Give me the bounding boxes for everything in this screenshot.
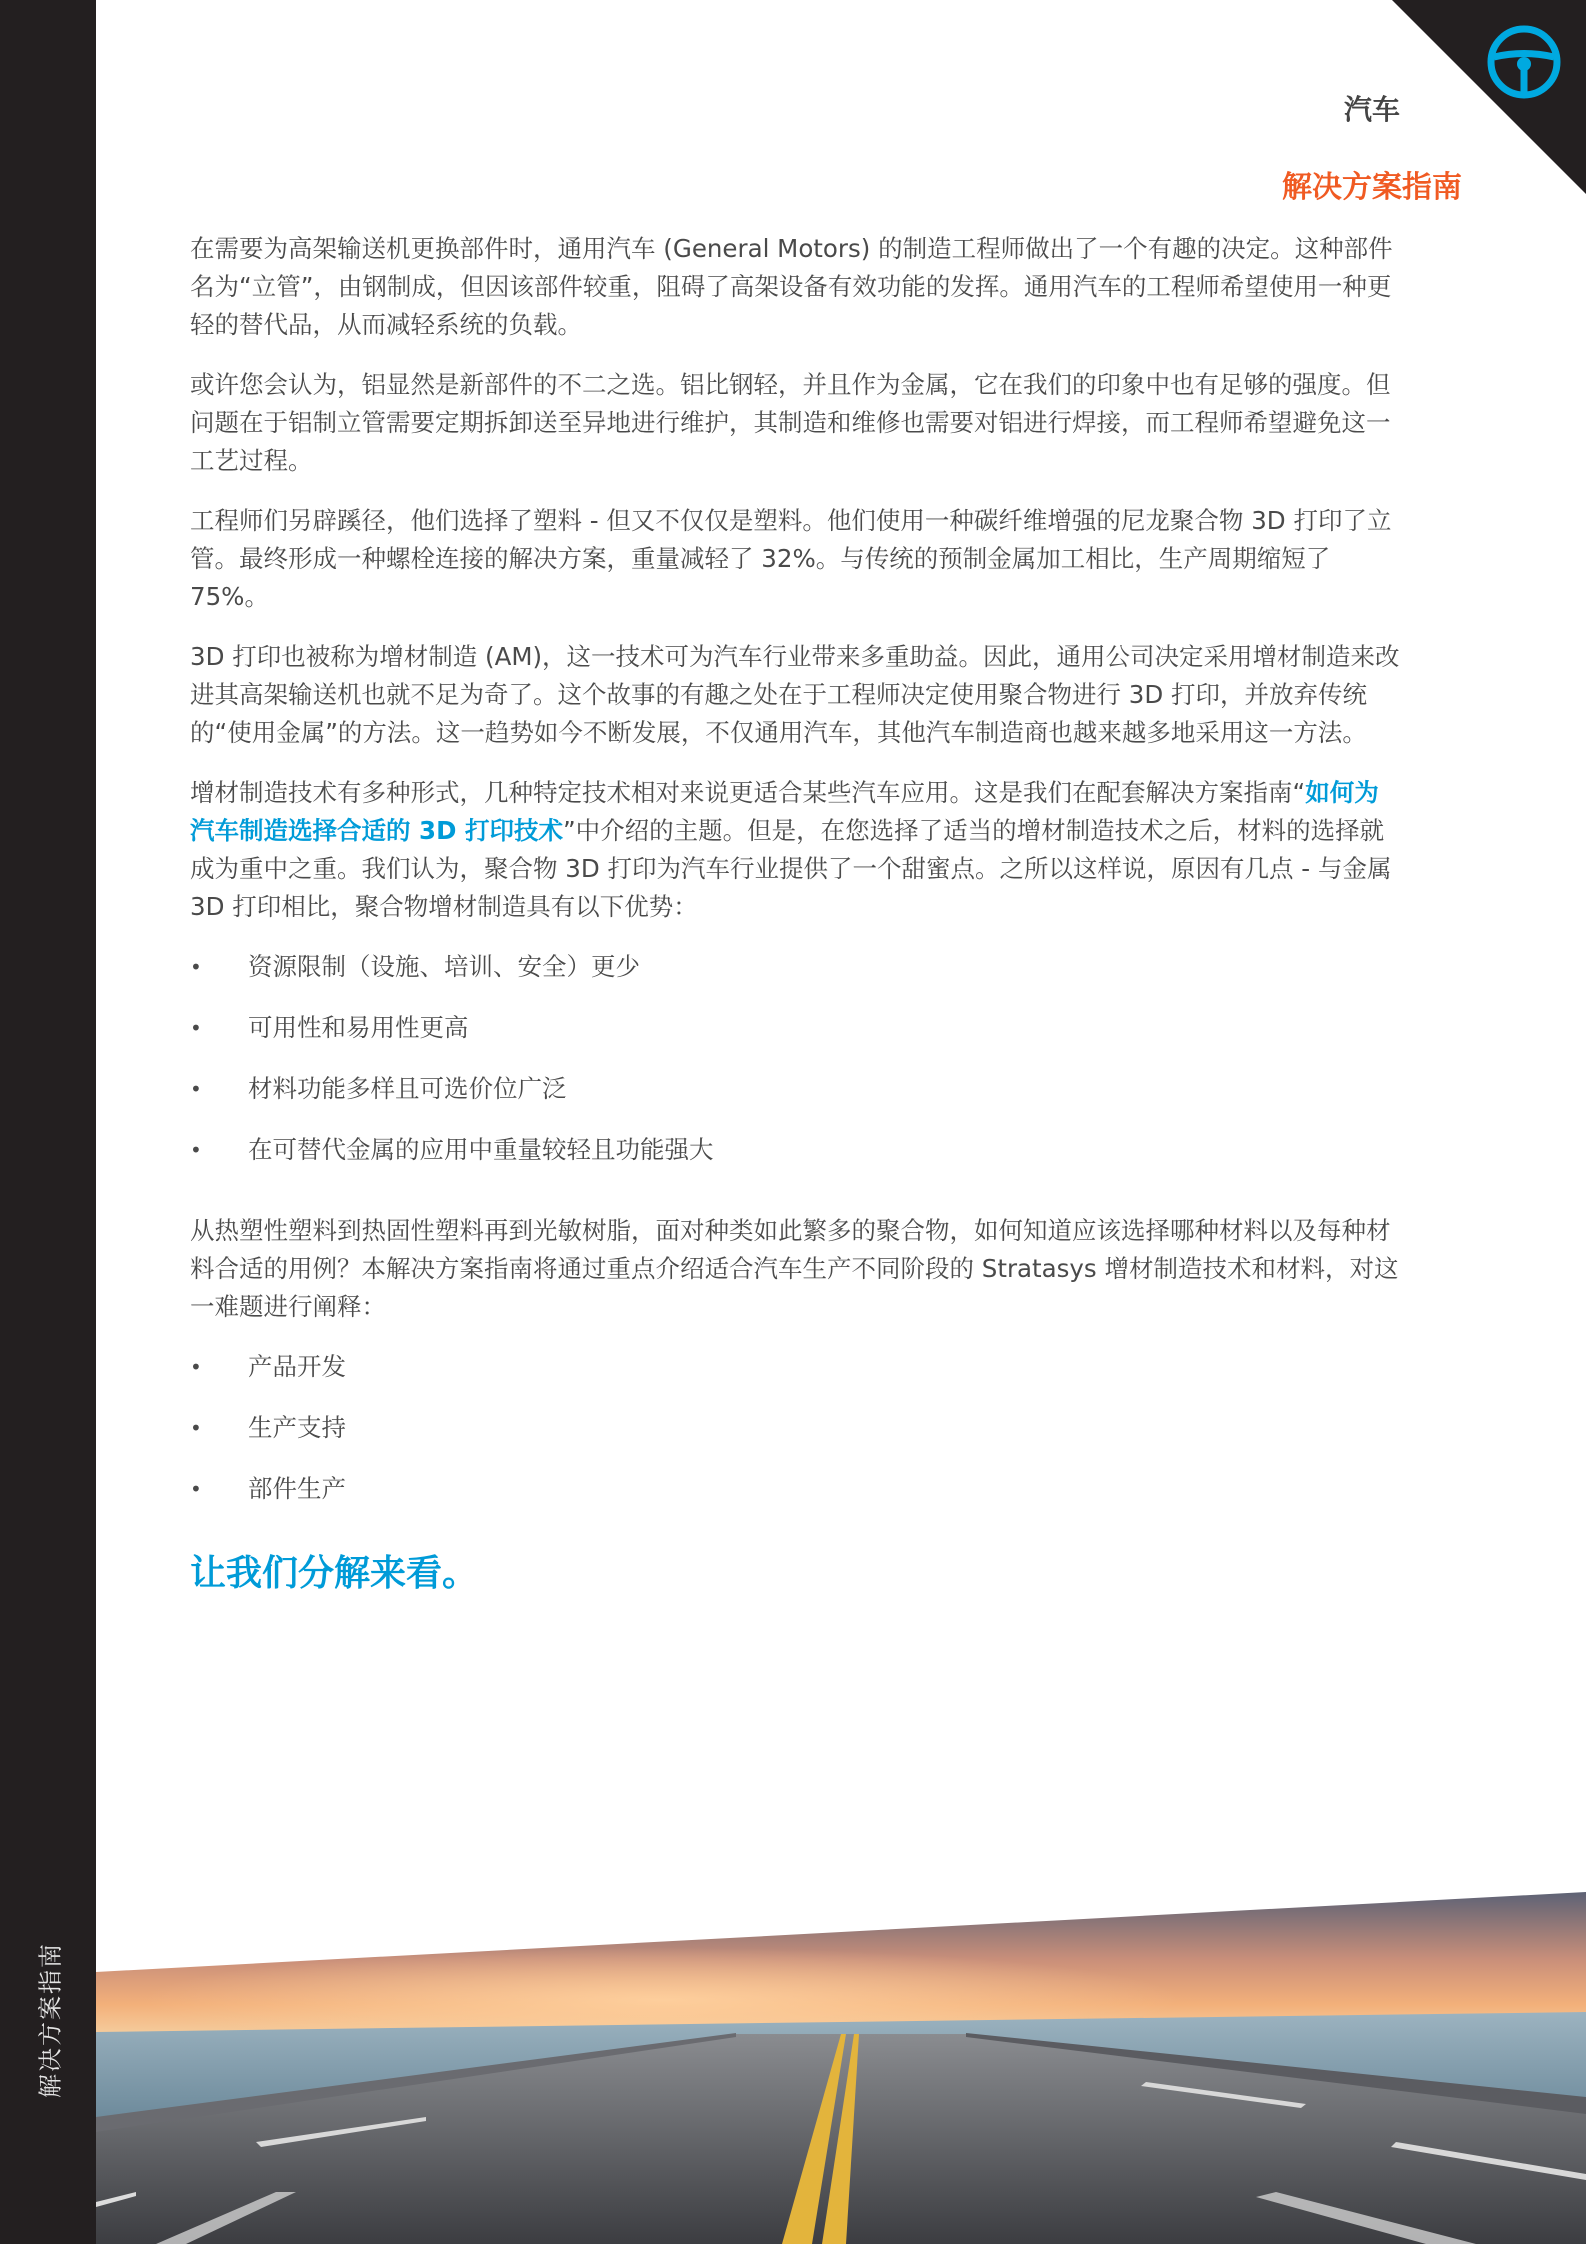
steering-wheel-icon — [1486, 24, 1562, 100]
paragraph-5 — [190, 774, 1400, 926]
paragraph-3: 工程师们另辟蹊径，他们选择了塑料 - 但又不仅仅是塑料。他们使用一种碳纤维增强的尼龙聚合物 3D 打印了立管。最终形成一种螺栓连接的解决方案，重量减轻了 32%。与传统的预制金属加工相比，生产周期缩短了 75%。 — [190, 506, 1392, 611]
closing-heading: 让我们分解来看。 — [190, 1553, 479, 1594]
left-sidebar — [0, 0, 96, 2244]
list-item: • 材料功能多样且可选价位广泛 — [190, 1070, 1400, 1131]
sidebar-label: 解决方案指南 — [36, 1942, 65, 2098]
paragraph-6: 从热塑性塑料到热固性塑料再到光敏树脂，面对种类如此繁多的聚合物，如何知道应该选择哪种材料以及每种材料合适的用例？本解决方案指南将通过重点介绍适合汽车生产不同阶段的 Stratasys 增材制造技术和材料，对这一难题进行阐释： — [190, 1216, 1399, 1321]
list-item: • 产品开发 — [190, 1348, 1400, 1409]
paragraph-5-lead: 增材制造技术有多种形式，几种特定技术相对来说更适合某些汽车应用。这是我们在配套解决方案指南“ — [190, 778, 1306, 807]
article-body — [190, 230, 1400, 1597]
list-item: • 生产支持 — [190, 1409, 1400, 1470]
companion-guide-link[interactable]: 如何为汽车制造选择合适的 3D 打印技术 — [190, 778, 1379, 845]
list-item: • 资源限制（设施、培训、安全）更少 — [190, 948, 1400, 1009]
category-label: 汽车 — [1343, 93, 1400, 126]
stages-list — [190, 1348, 1400, 1531]
road-sunset-image — [96, 1892, 1586, 2244]
advantages-list — [190, 948, 1400, 1192]
guide-title: 解决方案指南 — [1282, 170, 1462, 205]
paragraph-1: 在需要为高架输送机更换部件时，通用汽车 (General Motors) 的制造工程师做出了一个有趣的决定。这种部件名为“立管”，由钢制成，但因该部件较重，阻碍了高架设备有效功能的发挥。通用汽车的工程师希望使用一种更轻的替代品，从而减轻系统的负载。 — [190, 234, 1393, 339]
list-item: • 在可替代金属的应用中重量较轻且功能强大 — [190, 1131, 1400, 1192]
list-item: • 部件生产 — [190, 1470, 1400, 1531]
paragraph-4: 3D 打印也被称为增材制造 (AM)，这一技术可为汽车行业带来多重助益。因此，通用公司决定采用增材制造来改进其高架输送机也就不足为奇了。这个故事的有趣之处在于工程师决定使用聚合物进行 3D 打印，并放弃传统的“使用金属”的方法。这一趋势如今不断发展，不仅通用汽车，其他汽车制造商也越来越多地采用这一方法。 — [190, 642, 1400, 747]
paragraph-5-rest: ”中介绍的主题。但是，在您选择了适当的增材制造技术之后，材料的选择就成为重中之重。我们认为，聚合物 3D 打印为汽车行业提供了一个甜蜜点。之所以这样说，原因有几点 - 与金属 3D 打印相比，聚合物增材制造具有以下优势： — [190, 816, 1392, 921]
list-item: • 可用性和易用性更高 — [190, 1009, 1400, 1070]
paragraph-2: 或许您会认为，铝显然是新部件的不二之选。铝比钢轻，并且作为金属，它在我们的印象中也有足够的强度。但问题在于铝制立管需要定期拆卸送至异地进行维护，其制造和维修也需要对铝进行焊接，而工程师希望避免这一工艺过程。 — [190, 370, 1391, 475]
